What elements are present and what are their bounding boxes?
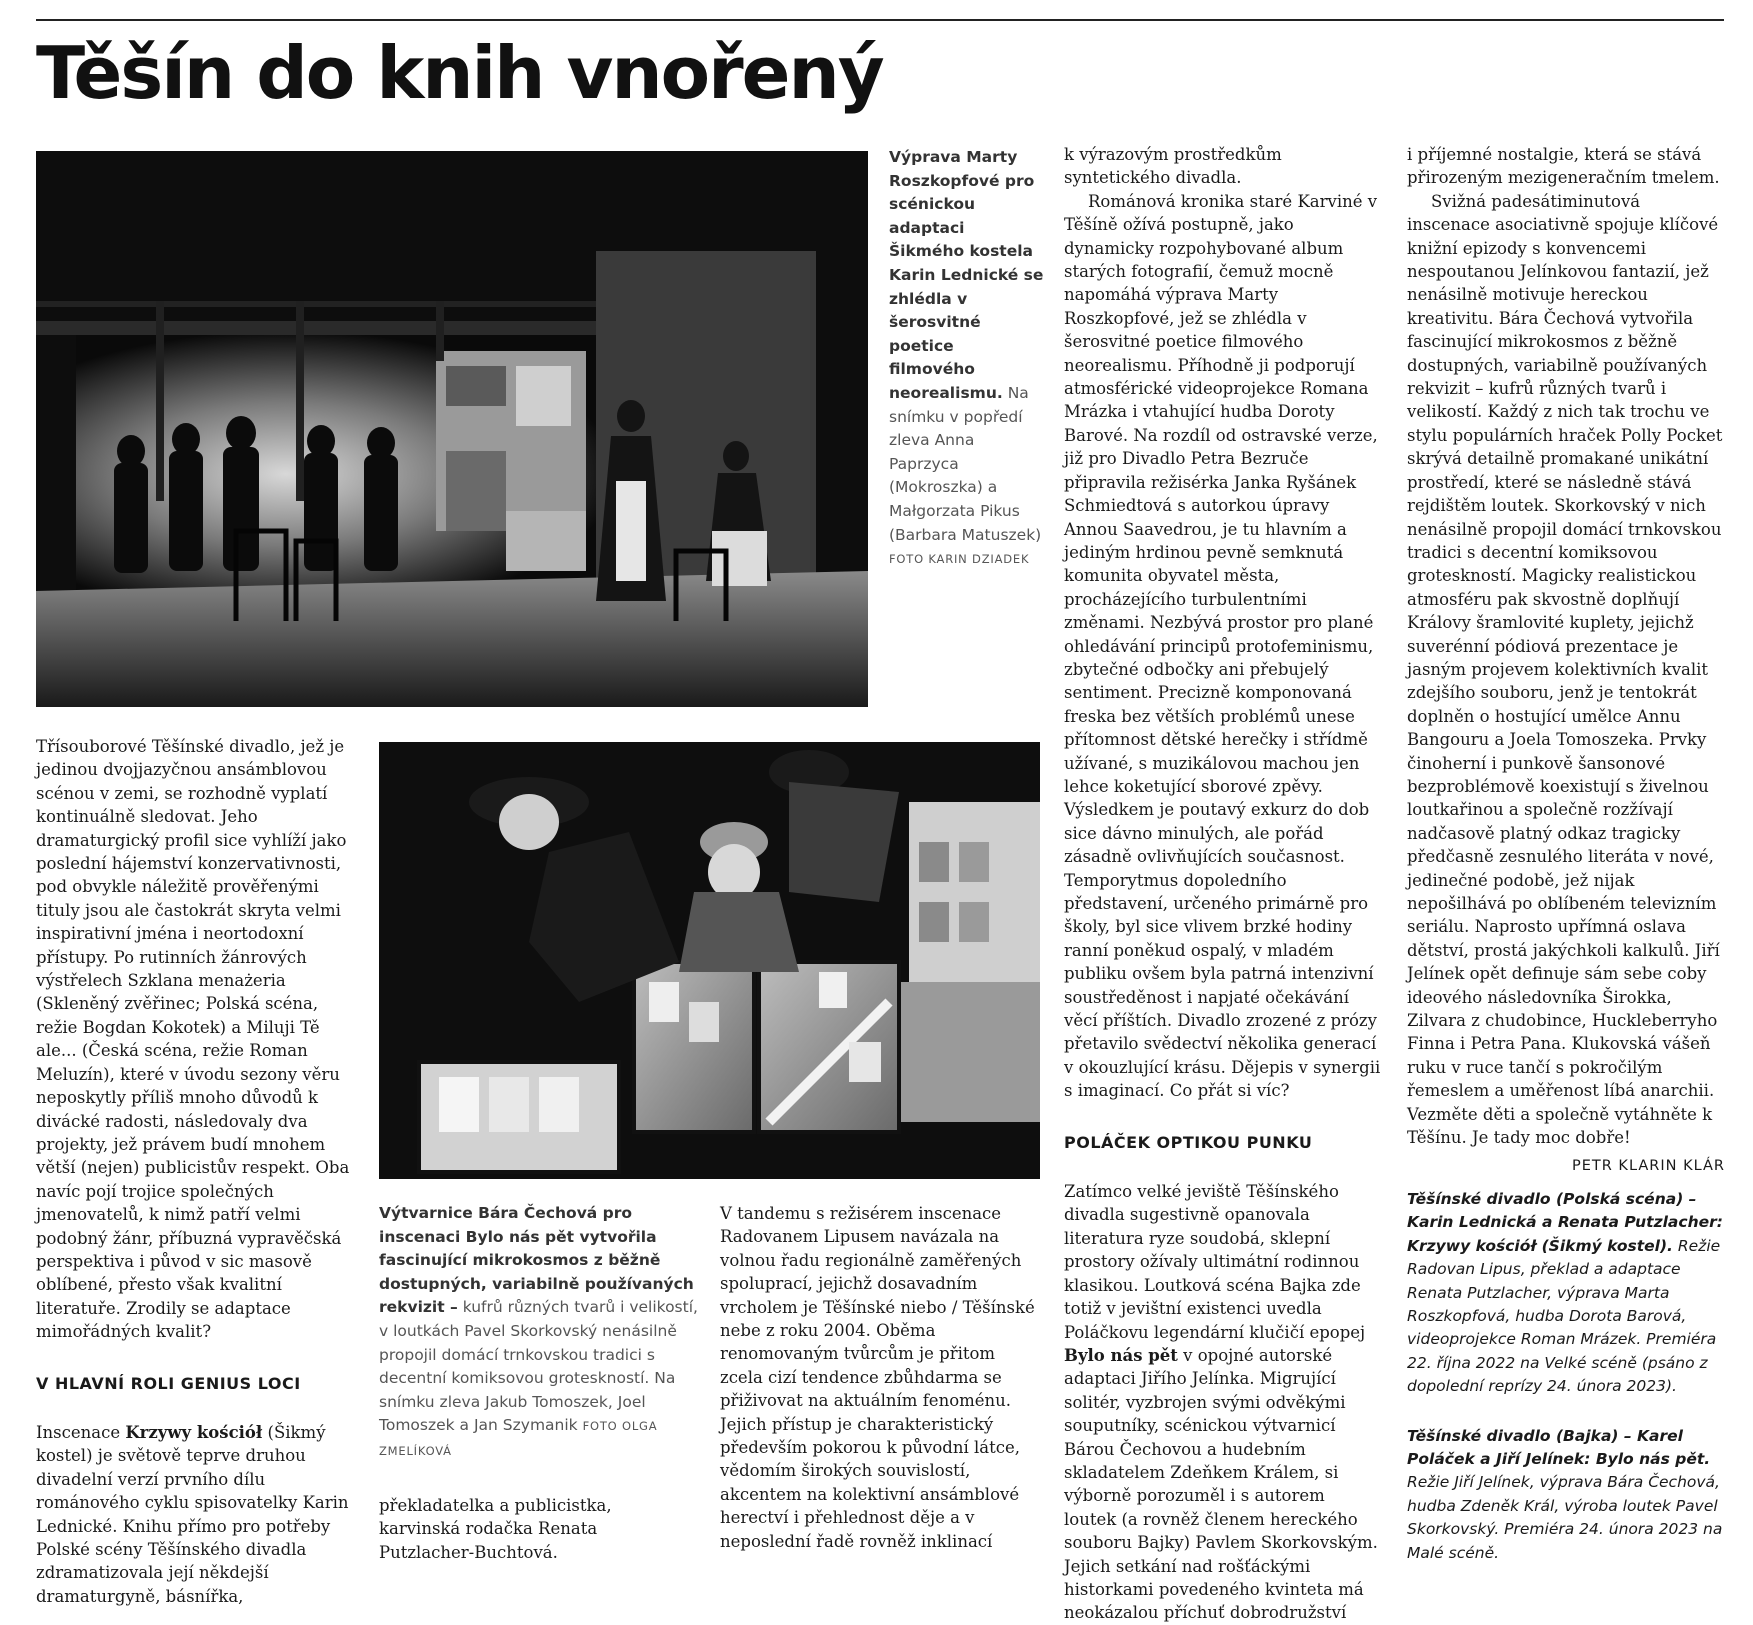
show1-title: Těšínské divadlo (Polská scéna) – Karin Lednická a Renata Putzlacher: Krzywy kościół (Šikmý kostel). — [1407, 1190, 1723, 1255]
photo1-caption — [889, 146, 1044, 572]
photo-stage-scene — [36, 151, 868, 707]
paragraph-krzywy-kosciol — [36, 1421, 354, 1608]
photo2-credit: FOTO OLGA ZMELÍKOVÁ — [379, 1419, 658, 1458]
article-column-5 — [1407, 143, 1725, 1179]
paragraph-col2: překladatelka a publicistka, karvinská rodačka Renata Putzlacher-Buchtová. — [379, 1496, 612, 1562]
p3-rest: v opojné autorské adaptaci Jiřího Jelínka. Migrující solitér, vyzbrojen svými odvěkými souputníky, scénickou výtvarnicí Bárou Čechovou a hudebním skladatelem Zdeňkem Králem, si výborně porozuměl i s autorem loutek (a rovněž členem hereckého souboru Bajky) Pavlem Skorkovským. Jejich setkání nad rošťáckými historkami povedeného kvinteta má neokázalou příchuť dobrodružství — [1064, 1345, 1378, 1623]
paragraph-romanova-kronika: Románová kronika staré Karviné v Těšíně ožívá postupně, jako dynamicky rozpohybované album starých fotografií, čemuž mocně napomáhá výprava Marty Roszkopfové, jež se zhlédla v šerosvitné poetice filmového neorealismu. Příhodně ji podporují atmosférické videoprojekce Romana Mrázka i vtahující hudba Doroty Barové. Na rozdíl od ostravské verze, již pro Divadlo Petra Bezruče připravila režisérka Janka Ryšánek Schmiedtová s autorkou úpravy Annou Saavedrou, je tu hlavním a jediným hrdinou pevně semknutá komunita obyvatel města, procházejícího turbulentními změnami. Nezbývá prostor pro plané ohledávání principů protofeminismu, zbytečné odbočky ani přebujelý sentiment. Precizně komponovaná freska bez větších problémů unese přítomnost dětské herečky i střídmě užívané, s muzikálovou machou jen lehce koketující sborové zpěvy. Výsledkem je poutavý exkurz do dob sice dávno minulých, ale pořád zásadně ovlivňujících současnost. Temporytmus dopoledního představení, určeného primárně pro školy, byl sice vlivem brzké hodiny ranní poněkud ospalý, v mladém publiku ovšem byla patrná intenzivní soustředěnost i napjaté očekávání věcí příštích. Divadlo zrozené z prózy přetavilo svědectví několika generací v okouzlující krásu. Dějepis v synergii s imaginací. Co přát si víc? — [1064, 191, 1381, 1101]
photo-puppet-suitcases — [379, 742, 1040, 1179]
article-column-2 — [379, 1494, 689, 1564]
paragraph-col4-start: k výrazovým prostředkům syntetického divadla. — [1064, 145, 1282, 188]
p3-start: Zatímco velké jeviště Těšínského divadla sugestivně opanovala literatura ryze soudobá, sklepní prostory ožívaly ultimátní rodinnou klasikou. Loutková scéna Bajka zde totiž v jevištní existenci uvedla Poláčkovu legendární klučičí epopej — [1064, 1182, 1366, 1342]
paragraph-col3: V tandemu s režisérem inscenace Radovanem Lipusem navázala na volnou řadu regionálně zaměřených spoluprací, jejichž dosavadním vrcholem je Těšínské niebo / Těšínské nebe z roku 2004. Oběma renomovaným tvůrcům je přitom zcela cizí tendence zbůhdarma se přiživovat na aktuálním fenoménu. Jejich přístup je charakteristický především pokorou k původní látce, vědomím širokých souvislostí, akcentem na kolektivní ansámblové herectví i přehlednost děje a v neposlední řadě rovněž inklinací — [720, 1204, 1035, 1551]
article-column-4 — [1064, 143, 1382, 1625]
stage-scene-illustration — [36, 151, 868, 707]
p2-rest: (Šikmý kostel) je světově teprve druhou divadelní verzí prvního dílu románového cyklu spisovatelky Karin Lednické. Knihu přímo pro potřeby Polské scény Těšínského divadla zdramatizovala její někdejší dramaturgyně, básnířka, — [36, 1422, 349, 1606]
article-column-3 — [720, 1202, 1038, 1553]
paragraph-col5-start: i příjemné nostalgie, která se stává přirozeným mezigeneračním tmelem. — [1407, 145, 1720, 188]
photo2-caption — [379, 1202, 704, 1464]
photo2-caption-text: kufrů různých tvarů i velikostí, v loutkách Pavel Skorkovský nenásilně propojil domácí trnkovskou tradici s decentní komiksovou groteskností. Na snímku zleva Jakub Tomoszek, Joel Tomoszek a Jan Szymanik — [379, 1298, 698, 1435]
subheading-polacek: POLÁČEK OPTIKOU PUNKU — [1064, 1132, 1313, 1152]
production-info-1 — [1407, 1188, 1725, 1399]
subheading-genius-loci: V HLAVNÍ ROLI GENIUS LOCI — [36, 1373, 301, 1393]
paragraph-bylo-nas-pet — [1064, 1180, 1382, 1625]
puppet-scene-illustration — [379, 742, 1040, 1179]
photo1-caption-bold: Výprava Marty Roszkopfové pro scénickou adaptaci Šikmého kostela Karin Lednické se zhlédla v šerosvitné poetice filmového neorealismu. — [889, 148, 1044, 402]
headline: Těšín do knih vnořený — [36, 31, 883, 115]
title-bylo-nas-pet: Bylo nás pět — [1064, 1345, 1178, 1365]
photo2-caption-bold: Výtvarnice Bára Čechová pro inscenaci Bylo nás pět vytvořila fascinující mikrokosmos z běžně dostupných, variabilně používaných rekvizit – — [379, 1204, 694, 1317]
production-info-2 — [1407, 1425, 1725, 1565]
paragraph-svizna: Svižná padesátiminutová inscenace asociativně spojuje klíčové knižní epizody s konvencemi nespoutanou Jelínkovou fantazií, jež nenásilně motivuje hereckou kreativitu. Bára Čechová vytvořila fascinující mikrokosmos z běžně dostupných, variabilně používaných rekvizit – kufrů různých tvarů i velikostí. Každý z nich tak trochu ve stylu populárních hraček Polly Pocket skrývá detailně promakané unikátní prostředí, které se následně stává rejdištěm loutek. Skorkovský v nich nenásilně propojil domácí trnkovskou tradici s decentní komiksovou groteskností. Magicky realistickou atmosféru pak skvostně doplňují Královy šramlovité kuplety, jejichž suverénní pódiová prezentace je jasným projevem kolektivních kvalit zdejšího souboru, jenž je tentokrát doplněn o hostující umělce Annu Bangouru a Joela Tomoszeka. Prvky činoherní i punkově šansonové bezproblémově koexistují s živelnou loutkařinou a společně rozžívají nadčasově platný odkaz tragicky předčasně zesnulého literáta v nové, jedinečné podobě, jež nijak nepošilhává po oblíbeném televizním seriálu. Naprosto upřímná oslava dětství, prostá jakýchkoli kalkulů. Jiří Jelínek opět definuje sám sebe coby ideového následovníka Širokka, Zilvara z chudobince, Huckleberryho Finna i Petra Pana. Klukovská vášeň ruku v ruce tančí s pokročilým řemeslem a uměřenost líbá anarchii. Vezměte děti a společně vytáhněte k Těšínu. Je tady moc dobře! — [1407, 191, 1723, 1148]
photo1-credit: FOTO KARIN DZIADEK — [889, 552, 1030, 567]
intro-paragraph: Třísouborové Těšínské divadlo, jež je jedinou dvojjazyčnou ansámblovou scénou v zemi, se rozhodně vyplatí kontinuálně sledovat. Jeho dramaturgický profil sice vyhlíží jako poslední hájemství konzervativnosti, pod obvykle náležitě prověřenými tituly jsou ale častokrát skryta velmi inspirativní jména i neortodoxní přístupy. Po rutinních žánrových výstřelech Szklana menażeria (Skleněný zvěřinec; Polská scéna, režie Bogdan Kokotek) a Miluji Tě ale... (Česká scéna, režie Roman Meluzín), které v úvodu sezony věru neposkytly příliš mnoho důvodů k divácké radosti, následovaly dva projekty, jež právem budí mnohem větší (nejen) publicistův respekt. Oba navíc pojí trojice společných jmenovatelů, k nimž patří velmi podobný žánr, příbuzná vypravěčská perspektiva i původ v sic masově oblíbené, přesto však kvalitní literatuře. Zrodily se adaptace mimořádných kvalit? — [36, 737, 350, 1342]
show2-details: Režie Jiří Jelínek, výprava Bára Čechová, hudba Zdeněk Král, výroba loutek Pavel Skorkovský. Premiéra 24. února 2023 na Malé scéně. — [1407, 1473, 1723, 1562]
article-column-1 — [36, 735, 354, 1608]
show2-title: Těšínské divadlo (Bajka) – Karel Poláček a Jiří Jelínek: Bylo nás pět. — [1407, 1426, 1711, 1469]
title-krzywy-kosciol: Krzywy kościół — [125, 1422, 263, 1442]
show1-details: Režie Radovan Lipus, překlad a adaptace Renata Putzlacher, výprava Marta Roszkopfová, hudba Dorota Barová, videoprojekce Roman Mrázek. Premiéra 22. října 2022 na Velké scéně (psáno z dopolední reprízy 24. února 2023). — [1407, 1236, 1721, 1396]
top-rule — [36, 19, 1724, 21]
photo1-caption-text: Na snímku v popředí zleva Anna Paprzyca (Mokroszka) a Małgorzata Pikus (Barbara Matuszek) — [889, 383, 1042, 544]
author-byline: PETR KLARIN KLÁR — [1571, 1158, 1725, 1175]
p2-start: Inscenace — [36, 1422, 126, 1442]
production-info — [1407, 1188, 1725, 1565]
